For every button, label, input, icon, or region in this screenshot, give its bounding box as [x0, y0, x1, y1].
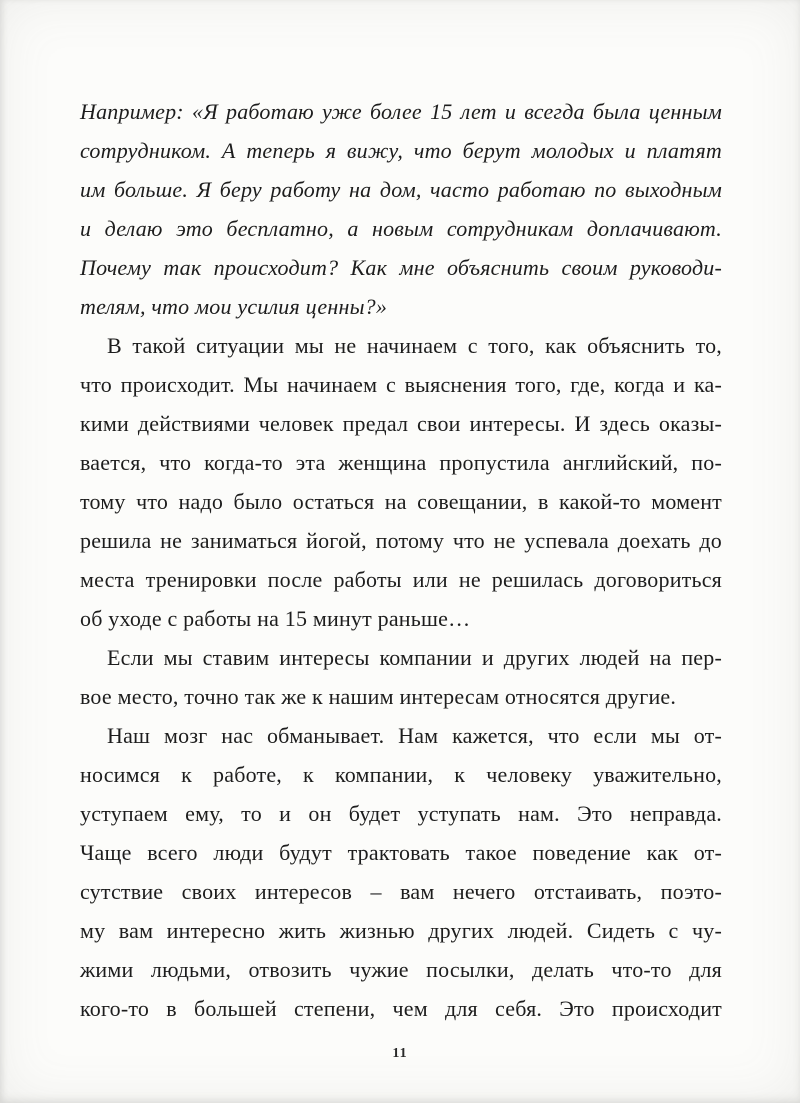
text-line: сутствие своих интересов – вам нечего отстаивать, поэто-: [80, 879, 722, 904]
text-line: Например: «Я работаю уже более 15 лет и всегда была ценным: [80, 99, 722, 124]
text-line: В такой ситуации мы не начинаем с того, как объяснить то,: [107, 333, 722, 358]
text-line: жими людьми, отвозить чужие посылки, делать что-то для: [80, 957, 722, 982]
text-line: об уходе с работы на 15 минут раньше…: [80, 606, 471, 631]
text-line: тому что надо было остаться на совещании, в какой-то момент: [80, 489, 722, 514]
text-line: что происходит. Мы начинаем с выяснения того, где, когда и ка-: [80, 372, 722, 397]
text-line: решила не заниматься йогой, потому что не успевала доехать до: [80, 528, 722, 553]
page-text: [80, 92, 722, 1028]
text-line: носимся к работе, к компании, к человеку уважительно,: [80, 762, 722, 787]
text-line: кого-то в большей степени, чем для себя. Это происходит: [80, 996, 722, 1021]
text-line: уступаем ему, то и он будет уступать нам. Это неправда.: [80, 801, 722, 826]
text-line: вается, что когда-то эта женщина пропустила английский, по-: [80, 450, 722, 475]
text-line: Почему так происходит? Как мне объяснить своим руководи-: [80, 255, 722, 280]
text-line: Чаще всего люди будут трактовать такое поведение как от-: [80, 840, 722, 865]
text-line: телям, что мои усилия ценны?»: [80, 294, 388, 319]
text-line: им больше. Я беру работу на дом, часто работаю по выходным: [80, 177, 722, 202]
text-line: сотрудником. А теперь я вижу, что берут молодых и платят: [80, 138, 722, 163]
text-line: кими действиями человек предал свои интересы. И здесь оказы-: [80, 411, 722, 436]
page-number: 11: [392, 1046, 408, 1061]
text-line: Наш мозг нас обманывает. Нам кажется, что если мы от-: [107, 723, 722, 748]
text-line: вое место, точно так же к нашим интересам относятся другие.: [80, 684, 677, 709]
text-line: и делаю это бесплатно, а новым сотрудникам доплачивают.: [80, 216, 722, 241]
text-line: му вам интересно жить жизнью других людей. Сидеть с чу-: [80, 918, 722, 943]
text-line: Если мы ставим интересы компании и других людей на пер-: [107, 645, 722, 670]
text-line: места тренировки после работы или не решилась договориться: [80, 567, 722, 592]
